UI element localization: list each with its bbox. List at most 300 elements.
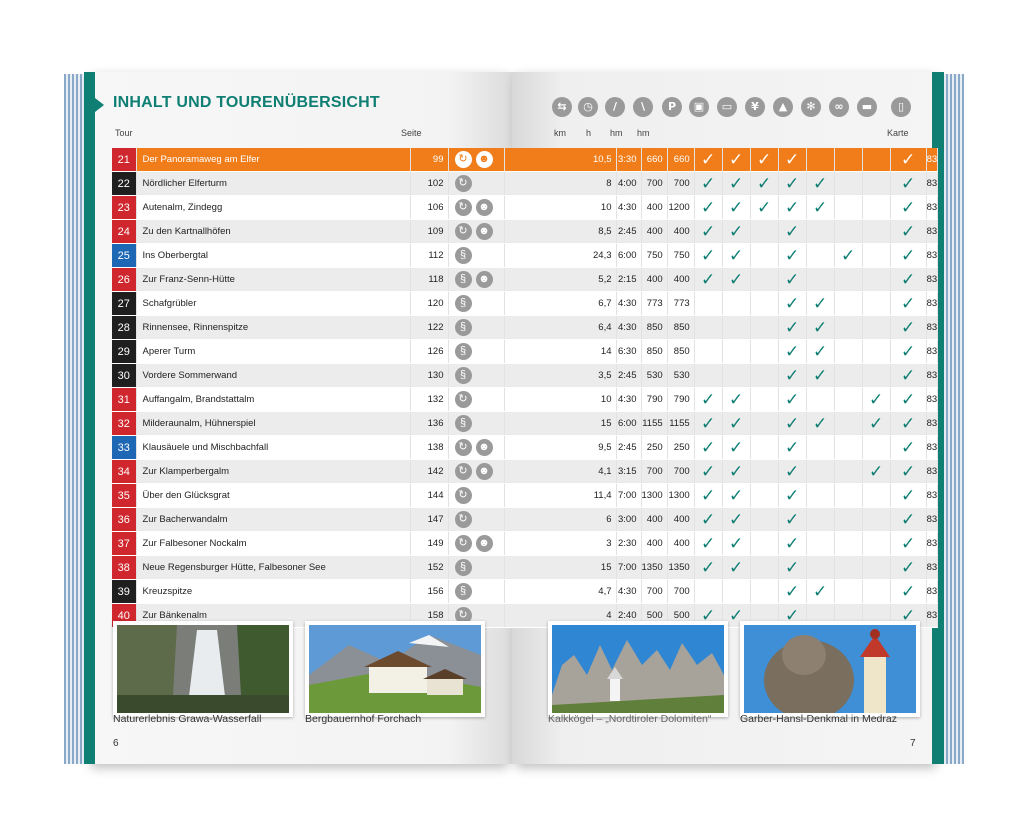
feature-cell — [834, 484, 862, 508]
gutter-cell — [504, 484, 590, 508]
check-icon: ✓ — [701, 485, 716, 506]
feature-cell — [806, 412, 834, 436]
tour-name: Ins Oberbergtal — [136, 244, 410, 268]
feature-cell — [694, 172, 722, 196]
tour-km: 10,5 — [590, 148, 616, 172]
tour-map-number: 83 — [926, 436, 938, 460]
tour-hours: 2:45 — [616, 436, 641, 460]
feature-cell — [834, 508, 862, 532]
feature-cell — [694, 580, 722, 604]
tour-map-number: 83 — [926, 532, 938, 556]
tour-map-number: 83 — [926, 580, 938, 604]
tour-number: 40 — [112, 604, 136, 628]
feature-cell — [778, 196, 806, 220]
tour-hm-total: 400 — [667, 508, 694, 532]
feature-cell — [862, 412, 890, 436]
check-icon: ✓ — [701, 197, 716, 218]
tour-type-icons — [448, 196, 504, 220]
bus-icon: ▣ — [689, 97, 709, 117]
tour-hm-ascent: 790 — [641, 388, 667, 412]
gutter-cell — [504, 364, 590, 388]
feature-cell — [806, 220, 834, 244]
check-icon: ✓ — [729, 269, 744, 290]
tour-map-number: 83 — [926, 196, 938, 220]
feature-cell — [890, 292, 926, 316]
check-icon: ✓ — [901, 461, 916, 482]
gutter-cell — [504, 196, 590, 220]
feature-cell — [890, 172, 926, 196]
check-icon: ✓ — [785, 509, 800, 530]
feature-cell — [750, 580, 778, 604]
feature-cell — [722, 148, 750, 172]
tour-hm-ascent: 400 — [641, 220, 667, 244]
feature-cell — [750, 364, 778, 388]
feature-cell — [862, 364, 890, 388]
tour-hm-ascent: 1155 — [641, 412, 667, 436]
check-icon: ✓ — [785, 389, 800, 410]
tour-km: 8,5 — [590, 220, 616, 244]
check-icon: ✓ — [729, 605, 744, 626]
signpost-icon: ⇆ — [552, 97, 572, 117]
feature-cell — [750, 316, 778, 340]
check-icon: ✓ — [701, 509, 716, 530]
feature-cell — [890, 556, 926, 580]
feature-cell — [694, 316, 722, 340]
feature-cell — [694, 268, 722, 292]
feature-cell — [890, 460, 926, 484]
round-trip-icon: ↻ — [455, 199, 472, 216]
check-icon: ✓ — [701, 173, 716, 194]
caption-kalkkoegel: Kalkkögel – „Nordtiroler Dolomiten“ — [548, 713, 712, 725]
feature-cell — [834, 556, 862, 580]
tour-hm-total: 400 — [667, 220, 694, 244]
tour-hm-ascent: 700 — [641, 172, 667, 196]
tour-hm-total: 1155 — [667, 412, 694, 436]
tour-km: 8 — [590, 172, 616, 196]
feature-cell — [890, 388, 926, 412]
tour-km: 4,1 — [590, 460, 616, 484]
table-row — [112, 316, 938, 340]
feature-cell — [890, 484, 926, 508]
page-number-right: 7 — [910, 738, 916, 749]
check-icon: ✓ — [785, 485, 800, 506]
check-icon: ✓ — [869, 413, 884, 434]
check-icon: ✓ — [729, 413, 744, 434]
feature-cell — [722, 220, 750, 244]
feature-cell — [694, 340, 722, 364]
check-icon: ✓ — [757, 197, 772, 218]
tour-type-icons — [448, 412, 504, 436]
tour-page: 147 — [410, 508, 448, 532]
feature-cell — [890, 580, 926, 604]
tour-number: 22 — [112, 172, 136, 196]
tour-type-icons — [448, 460, 504, 484]
tour-hm-ascent: 1350 — [641, 556, 667, 580]
tour-map-number: 83 — [926, 556, 938, 580]
check-icon: ✓ — [785, 605, 800, 626]
family-friendly-icon: ☻ — [476, 151, 493, 168]
tour-hours: 2:30 — [616, 532, 641, 556]
feature-cell — [834, 196, 862, 220]
one-way-icon: § — [455, 271, 472, 288]
family-friendly-icon: ☻ — [476, 439, 493, 456]
round-trip-icon: ↻ — [455, 535, 472, 552]
tour-page: 142 — [410, 460, 448, 484]
gutter-cell — [504, 244, 590, 268]
tour-hours: 7:00 — [616, 556, 641, 580]
feature-cell — [806, 484, 834, 508]
feature-cell — [778, 244, 806, 268]
feature-cell — [834, 412, 862, 436]
check-icon: ✓ — [729, 557, 744, 578]
table-row — [112, 172, 938, 196]
check-icon: ✓ — [785, 221, 800, 242]
tour-name: Zur Bänkenalm — [136, 604, 410, 628]
tour-hours: 6:30 — [616, 340, 641, 364]
check-icon: ✓ — [901, 245, 916, 266]
feature-cell — [778, 388, 806, 412]
tour-map-number: 83 — [926, 508, 938, 532]
tour-hm-total: 250 — [667, 436, 694, 460]
check-icon: ✓ — [901, 485, 916, 506]
tour-page: 156 — [410, 580, 448, 604]
family-friendly-icon: ☻ — [476, 463, 493, 480]
feature-cell — [862, 532, 890, 556]
feature-cell — [722, 508, 750, 532]
check-icon: ✓ — [901, 557, 916, 578]
feature-cell — [778, 460, 806, 484]
feature-cell — [806, 340, 834, 364]
feature-cell — [750, 220, 778, 244]
feature-cell — [806, 244, 834, 268]
trekking-pole-icon: \ — [633, 97, 653, 117]
gutter-cell — [504, 532, 590, 556]
header-seite: Seite — [401, 128, 422, 138]
feature-cell — [862, 388, 890, 412]
tour-km: 15 — [590, 556, 616, 580]
tour-km: 6,4 — [590, 316, 616, 340]
tour-hm-ascent: 850 — [641, 340, 667, 364]
feature-cell — [694, 220, 722, 244]
feature-cell — [862, 196, 890, 220]
feature-cell — [750, 460, 778, 484]
header-hm-up: hm — [610, 128, 623, 138]
feature-cell — [722, 436, 750, 460]
check-icon: ✓ — [785, 317, 800, 338]
tour-type-icons — [448, 268, 504, 292]
photo-waterfall — [113, 621, 293, 717]
title-arrow-icon — [95, 98, 104, 112]
tour-type-icons — [448, 532, 504, 556]
feature-cell — [778, 364, 806, 388]
check-icon: ✓ — [901, 317, 916, 338]
table-row — [112, 220, 938, 244]
left-accent-bar — [84, 72, 95, 764]
round-trip-icon: ↻ — [455, 151, 472, 168]
feature-cell — [890, 316, 926, 340]
feature-cell — [694, 292, 722, 316]
tour-hours: 3:00 — [616, 508, 641, 532]
feature-cell — [750, 484, 778, 508]
gutter-cell — [504, 556, 590, 580]
page-title: INHALT UND TOURENÜBERSICHT — [113, 94, 380, 111]
feature-cell — [890, 412, 926, 436]
check-icon: ✓ — [901, 221, 916, 242]
tour-name: Vordere Sommerwand — [136, 364, 410, 388]
tour-hm-ascent: 660 — [641, 148, 667, 172]
one-way-icon: § — [455, 415, 472, 432]
round-trip-icon: ↻ — [455, 463, 472, 480]
gutter-cell — [504, 460, 590, 484]
feature-cell — [890, 220, 926, 244]
check-icon: ✓ — [813, 413, 828, 434]
tour-page: 144 — [410, 484, 448, 508]
tour-hm-total: 500 — [667, 604, 694, 628]
gutter-cell — [504, 412, 590, 436]
tour-km: 3,5 — [590, 364, 616, 388]
gutter-cell — [504, 388, 590, 412]
tour-hours: 4:30 — [616, 196, 641, 220]
tour-name: Über den Glücksgrat — [136, 484, 410, 508]
feature-cell — [694, 460, 722, 484]
check-icon: ✓ — [813, 581, 828, 602]
feature-cell — [890, 340, 926, 364]
tour-hours: 4:30 — [616, 292, 641, 316]
feature-cell — [862, 268, 890, 292]
feature-cell — [778, 268, 806, 292]
one-way-icon: § — [455, 559, 472, 576]
check-icon: ✓ — [729, 437, 744, 458]
map-icon: ▯ — [891, 97, 911, 117]
check-icon: ✓ — [785, 341, 800, 362]
check-icon: ✓ — [813, 173, 828, 194]
check-icon: ✓ — [785, 173, 800, 194]
feature-cell — [778, 532, 806, 556]
table-row — [112, 484, 938, 508]
tour-km: 24,3 — [590, 244, 616, 268]
gutter-cell — [504, 292, 590, 316]
tour-name: Aperer Turm — [136, 340, 410, 364]
one-way-icon: § — [455, 319, 472, 336]
check-icon: ✓ — [813, 293, 828, 314]
feature-cell — [862, 484, 890, 508]
feature-cell — [778, 556, 806, 580]
feature-cell — [862, 460, 890, 484]
tour-name: Kreuzspitze — [136, 580, 410, 604]
tour-map-number: 83 — [926, 460, 938, 484]
tour-number: 21 — [112, 148, 136, 172]
feature-cell — [750, 412, 778, 436]
tour-km: 4,7 — [590, 580, 616, 604]
check-icon: ✓ — [901, 365, 916, 386]
feature-cell — [750, 148, 778, 172]
check-icon: ✓ — [901, 293, 916, 314]
check-icon: ✓ — [785, 269, 800, 290]
gutter-cell — [504, 508, 590, 532]
check-icon: ✓ — [729, 149, 744, 170]
check-icon: ✓ — [813, 341, 828, 362]
feature-cell — [834, 172, 862, 196]
tour-hm-total: 700 — [667, 580, 694, 604]
feature-cell — [722, 580, 750, 604]
check-icon: ✓ — [701, 461, 716, 482]
check-icon: ✓ — [701, 245, 716, 266]
tour-hm-total: 1300 — [667, 484, 694, 508]
tour-page: 118 — [410, 268, 448, 292]
table-row — [112, 148, 938, 172]
tour-page: 112 — [410, 244, 448, 268]
feature-cell — [750, 268, 778, 292]
check-icon: ✓ — [901, 389, 916, 410]
tour-number: 28 — [112, 316, 136, 340]
tour-name: Klausäuele und Mischbachfall — [136, 436, 410, 460]
check-icon: ✓ — [729, 197, 744, 218]
check-icon: ✓ — [701, 605, 716, 626]
feature-cell — [750, 292, 778, 316]
check-icon: ✓ — [785, 293, 800, 314]
tour-map-number: 83 — [926, 316, 938, 340]
tour-hm-total: 530 — [667, 364, 694, 388]
tour-hm-total: 400 — [667, 532, 694, 556]
tour-number: 25 — [112, 244, 136, 268]
round-trip-icon: ↻ — [455, 391, 472, 408]
feature-cell — [750, 436, 778, 460]
feature-cell — [862, 172, 890, 196]
feature-cell — [750, 244, 778, 268]
feature-cell — [778, 292, 806, 316]
feature-cell — [750, 172, 778, 196]
tour-hm-ascent: 530 — [641, 364, 667, 388]
tour-hm-total: 850 — [667, 316, 694, 340]
table-row — [112, 580, 938, 604]
tour-number: 35 — [112, 484, 136, 508]
tour-map-number: 83 — [926, 244, 938, 268]
tour-map-number: 83 — [926, 604, 938, 628]
check-icon: ✓ — [901, 509, 916, 530]
check-icon: ✓ — [785, 365, 800, 386]
check-icon: ✓ — [901, 605, 916, 626]
feature-cell — [694, 244, 722, 268]
tour-name: Neue Regensburger Hütte, Falbesoner See — [136, 556, 410, 580]
feature-cell — [750, 196, 778, 220]
feature-cell — [806, 388, 834, 412]
tour-page: 158 — [410, 604, 448, 628]
check-icon: ✓ — [901, 197, 916, 218]
tour-type-icons — [448, 484, 504, 508]
feature-cell — [694, 388, 722, 412]
table-row — [112, 412, 938, 436]
one-way-icon: § — [455, 583, 472, 600]
table-row — [112, 364, 938, 388]
table-row — [112, 244, 938, 268]
tour-hours: 6:00 — [616, 244, 641, 268]
tour-km: 14 — [590, 340, 616, 364]
tour-hours: 3:15 — [616, 460, 641, 484]
page-edges-left — [64, 74, 84, 764]
feature-cell — [722, 316, 750, 340]
table-row — [112, 268, 938, 292]
feature-cell — [778, 436, 806, 460]
tour-type-icons — [448, 388, 504, 412]
check-icon: ✓ — [785, 413, 800, 434]
check-icon: ✓ — [901, 581, 916, 602]
parking-icon: P — [662, 97, 682, 117]
feature-cell — [862, 316, 890, 340]
round-trip-icon: ↻ — [455, 487, 472, 504]
feature-cell — [806, 292, 834, 316]
feature-cell — [834, 436, 862, 460]
check-icon: ✓ — [901, 173, 916, 194]
tour-hours: 2:40 — [616, 604, 641, 628]
gutter-cell — [504, 436, 590, 460]
tour-map-number: 83 — [926, 340, 938, 364]
tour-hm-total: 850 — [667, 340, 694, 364]
tour-type-icons — [448, 220, 504, 244]
check-icon: ✓ — [701, 269, 716, 290]
tour-name: Rinnensee, Rinnenspitze — [136, 316, 410, 340]
tour-map-number: 83 — [926, 172, 938, 196]
tour-number: 37 — [112, 532, 136, 556]
tour-type-icons — [448, 436, 504, 460]
tour-hm-ascent: 850 — [641, 316, 667, 340]
gutter-cell — [504, 316, 590, 340]
tour-hours: 6:00 — [616, 412, 641, 436]
feature-cell — [750, 508, 778, 532]
feature-cell — [694, 412, 722, 436]
check-icon: ✓ — [729, 389, 744, 410]
feature-cell — [806, 556, 834, 580]
tour-hm-ascent: 400 — [641, 508, 667, 532]
feature-cell — [750, 532, 778, 556]
tour-name: Nördlicher Elferturm — [136, 172, 410, 196]
header-h: h — [586, 128, 592, 138]
header-karte: Karte — [887, 128, 909, 138]
family-friendly-icon: ☻ — [476, 535, 493, 552]
tour-name: Zu den Kartnallhöfen — [136, 220, 410, 244]
tour-map-number: 83 — [926, 484, 938, 508]
feature-cell — [890, 268, 926, 292]
tour-name: Autenalm, Zindegg — [136, 196, 410, 220]
feature-cell — [778, 220, 806, 244]
check-icon: ✓ — [813, 365, 828, 386]
feature-cell — [778, 508, 806, 532]
tour-hm-ascent: 400 — [641, 196, 667, 220]
tour-km: 6,7 — [590, 292, 616, 316]
tour-hm-total: 660 — [667, 148, 694, 172]
page-number-left: 6 — [113, 738, 119, 749]
feature-cell — [862, 556, 890, 580]
tour-page: 102 — [410, 172, 448, 196]
feature-cell — [806, 532, 834, 556]
tour-hm-total: 790 — [667, 388, 694, 412]
feature-cell — [834, 268, 862, 292]
feature-cell — [722, 412, 750, 436]
feature-cell — [806, 316, 834, 340]
caption-denkmal: Garber-Hansl-Denkmal in Medraz — [740, 713, 897, 725]
table-row — [112, 340, 938, 364]
tour-map-number: 83 — [926, 388, 938, 412]
feature-cell — [862, 148, 890, 172]
check-icon: ✓ — [729, 533, 744, 554]
feature-cell — [834, 316, 862, 340]
round-trip-icon: ↻ — [455, 175, 472, 192]
feature-cell — [694, 196, 722, 220]
tour-type-icons — [448, 292, 504, 316]
check-icon: ✓ — [901, 149, 916, 170]
tour-hours: 2:45 — [616, 220, 641, 244]
check-icon: ✓ — [701, 413, 716, 434]
feature-cell — [890, 508, 926, 532]
